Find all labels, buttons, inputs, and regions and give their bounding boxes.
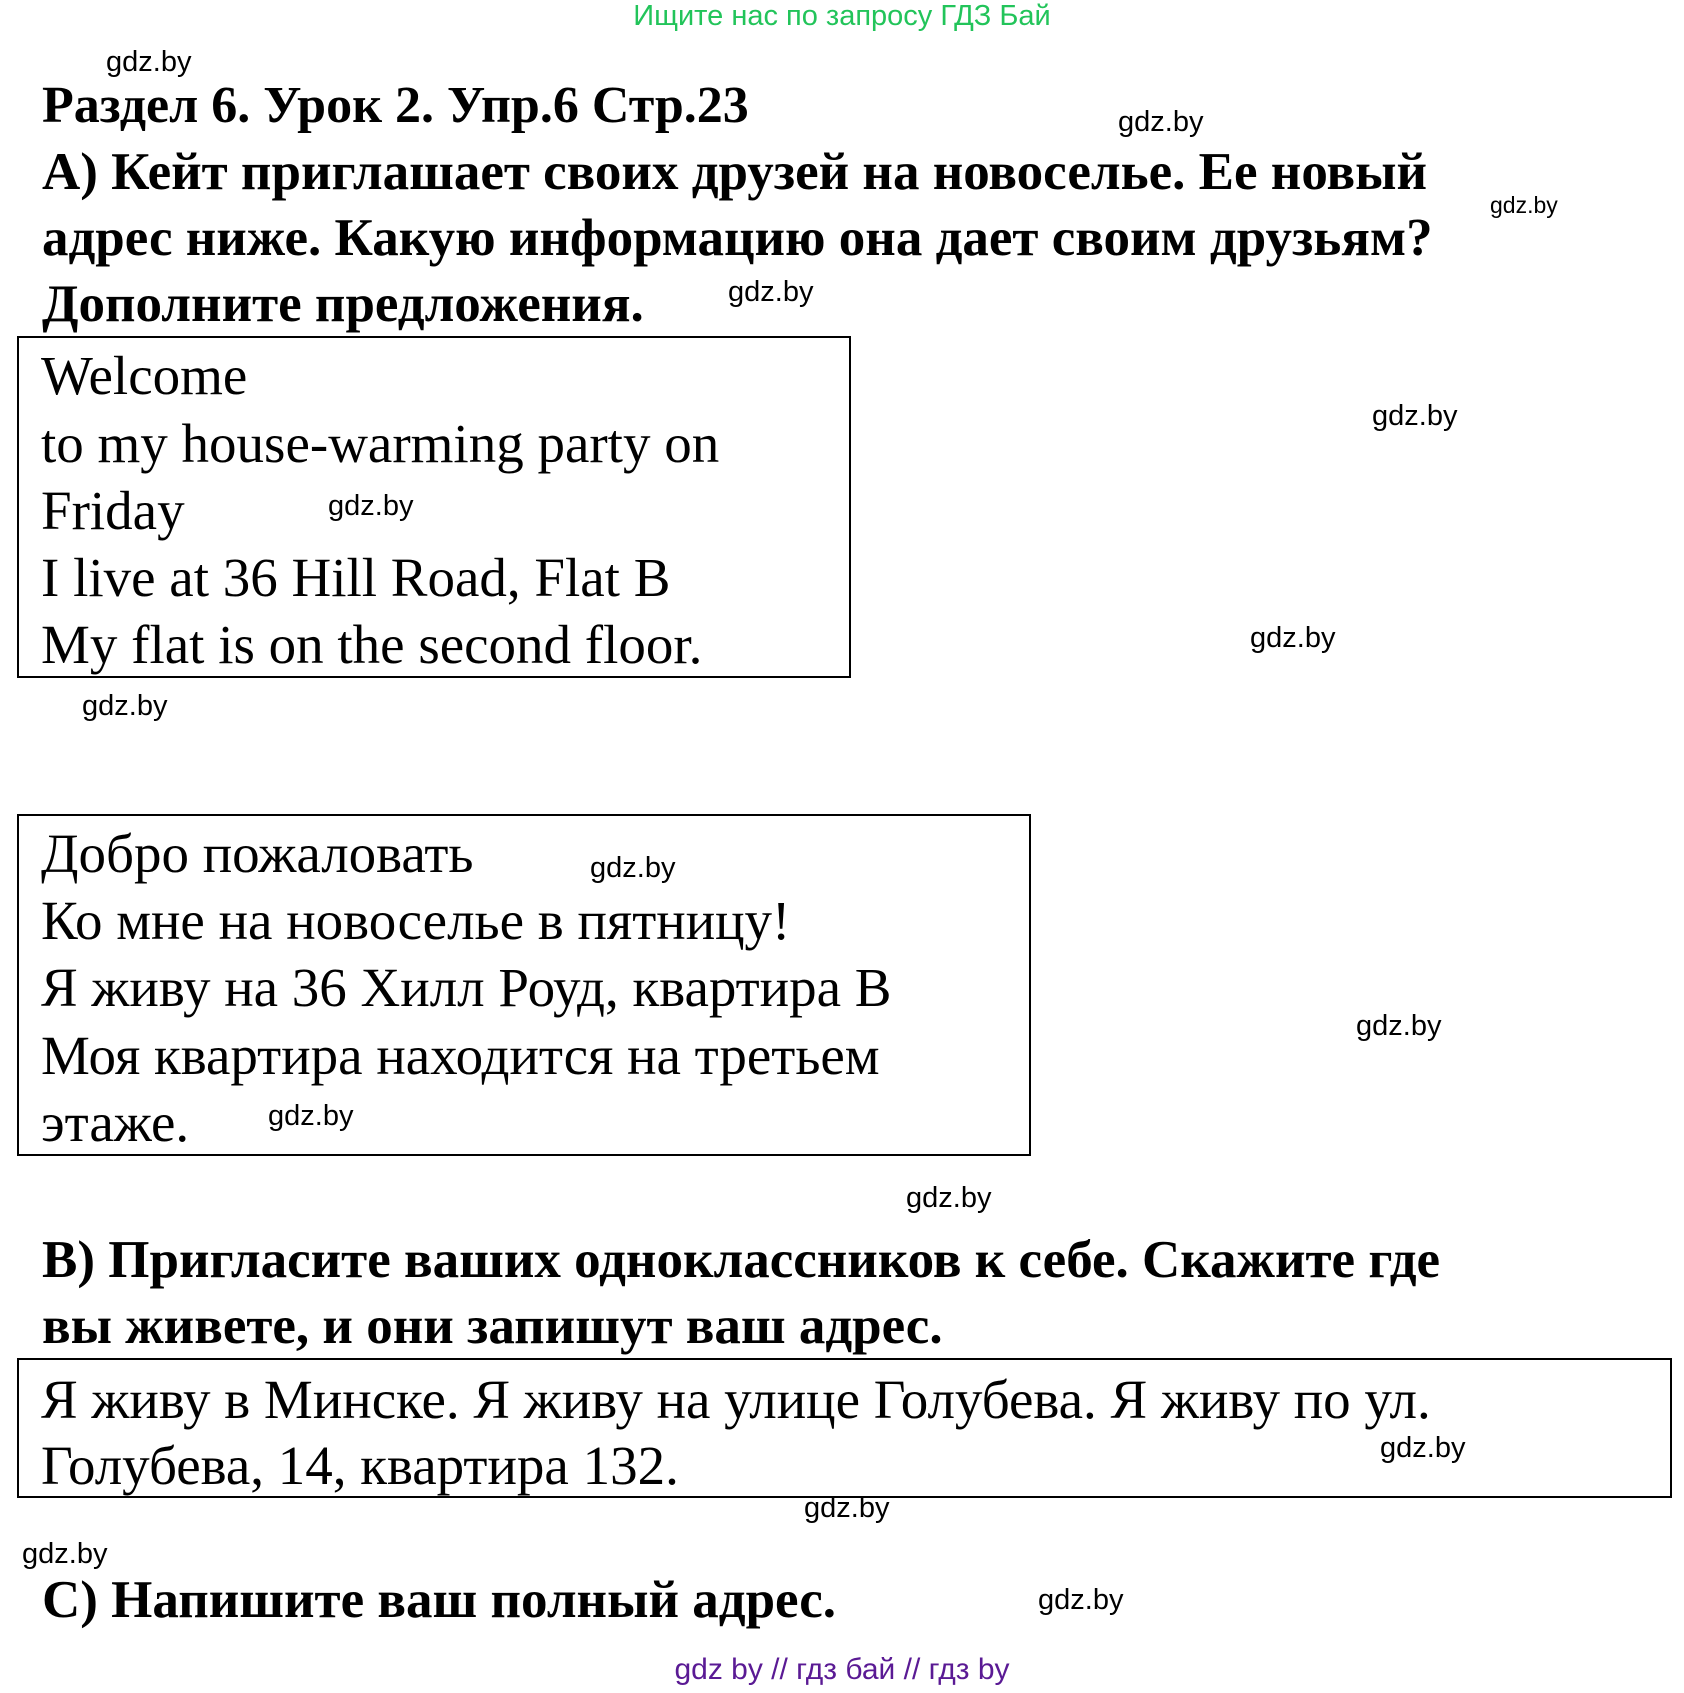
watermark: gdz.by: [268, 1100, 354, 1132]
watermark: gdz.by: [1490, 192, 1558, 218]
watermark: gdz.by: [1038, 1584, 1124, 1616]
page-title: Раздел 6. Урок 2. Упр.6 Стр.23: [42, 77, 749, 134]
watermark: gdz.by: [1356, 1010, 1442, 1042]
task-c: C) Напишите ваш полный адрес.: [42, 1571, 836, 1629]
watermark: gdz.by: [328, 490, 414, 522]
english-line-2: to my house-warming party on: [41, 413, 720, 474]
watermark: gdz.by: [1380, 1432, 1466, 1464]
watermark: gdz.by: [106, 46, 192, 78]
watermark: gdz.by: [906, 1182, 992, 1214]
english-line-3: Friday: [41, 480, 185, 541]
top-search-link[interactable]: Ищите нас по запросу ГДЗ Бай: [633, 0, 1051, 32]
task-a-line-3: Дополните предложения.: [42, 275, 644, 333]
english-line-1: Welcome: [41, 345, 248, 406]
watermark: gdz.by: [82, 690, 168, 722]
english-line-4: I live at 36 Hill Road, Flat B: [41, 547, 671, 608]
watermark: gdz.by: [1118, 106, 1204, 138]
english-invitation-box: [17, 336, 851, 678]
watermark: gdz.by: [22, 1538, 108, 1570]
footer-links[interactable]: gdz by // гдз бай // гдз by: [674, 1653, 1010, 1686]
russian-line-1: Добро пожаловать: [41, 823, 474, 884]
watermark: gdz.by: [804, 1492, 890, 1524]
answer-line-2: Голубева, 14, квартира 132.: [41, 1435, 679, 1496]
answer-box: [17, 1358, 1672, 1498]
watermark: gdz.by: [728, 276, 814, 308]
task-b-line-2: вы живете, и они запишут ваш адрес.: [42, 1297, 943, 1355]
task-b-line-1: B) Пригласите ваших одноклассников к себе. Скажите где: [42, 1231, 1441, 1289]
watermark: gdz.by: [1372, 400, 1458, 432]
english-line-5: My flat is on the second floor.: [41, 614, 703, 675]
russian-line-3: Я живу на 36 Хилл Роуд, квартира B: [41, 957, 892, 1018]
russian-line-5: этаже.: [41, 1092, 190, 1153]
answer-line-1: Я живу в Минске. Я живу на улице Голубева. Я живу по ул.: [41, 1369, 1431, 1430]
russian-line-4: Моя квартира находится на третьем: [41, 1025, 880, 1086]
watermark: gdz.by: [590, 852, 676, 884]
russian-translation-box: [17, 814, 1031, 1156]
task-a-line-1: A) Кейт приглашает своих друзей на новоселье. Ее новый: [42, 143, 1428, 201]
russian-line-2: Ко мне на новоселье в пятницу!: [41, 890, 791, 951]
task-a-line-2: адрес ниже. Какую информацию она дает своим друзьям?: [42, 209, 1433, 267]
watermark: gdz.by: [1250, 622, 1336, 654]
